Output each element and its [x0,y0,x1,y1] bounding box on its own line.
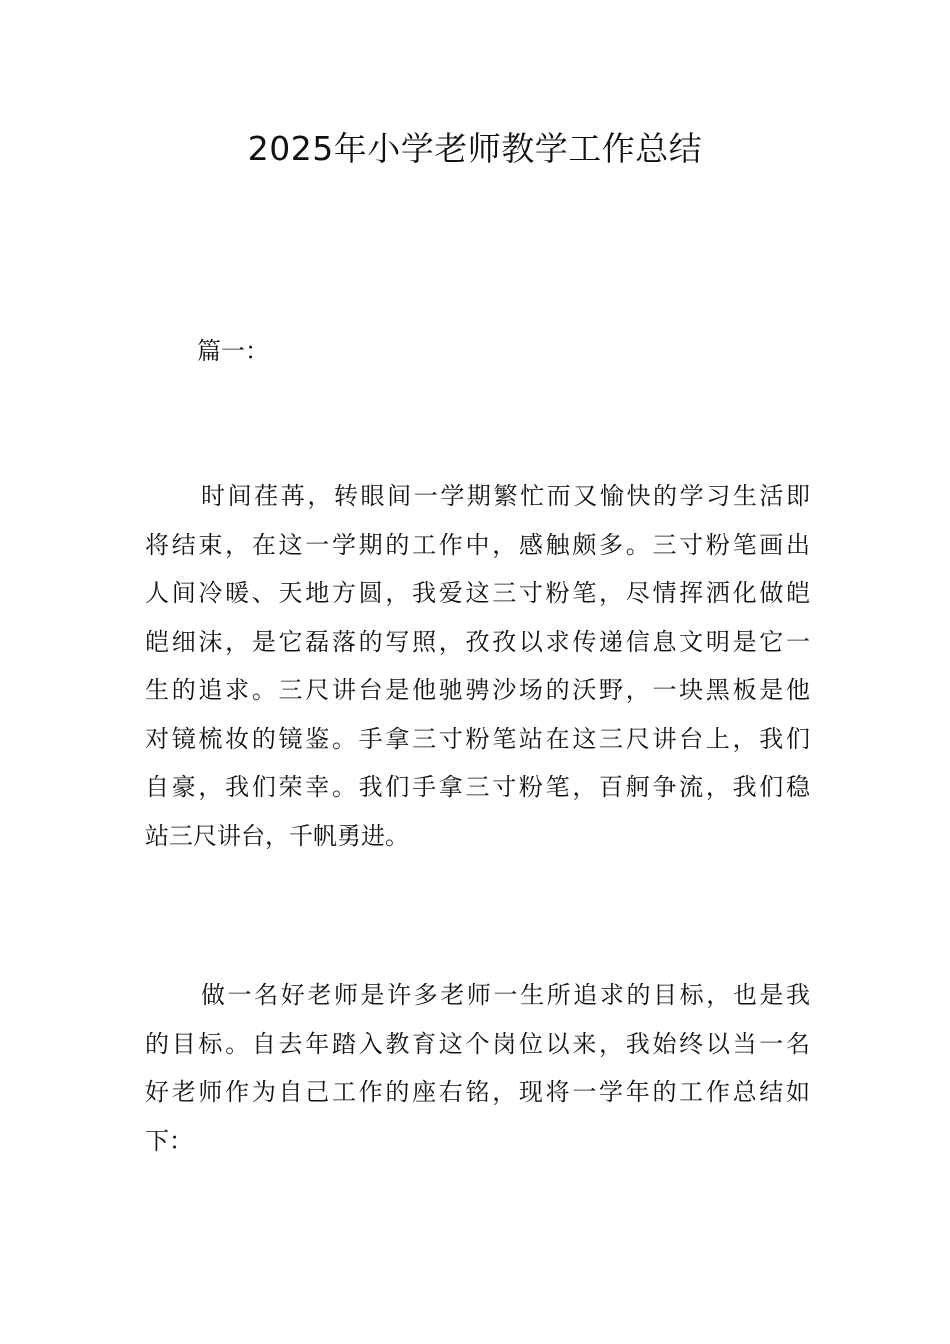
paragraph-line: 的目标。自去年踏入教育这个岗位以来，我始终以当一名 [145,1029,810,1058]
paragraph-1 [145,472,810,860]
paragraph-line: 好老师作为自己工作的座右铭，现将一学年的工作总结如 [145,1078,810,1106]
paragraph-line: 时间荏苒，转眼间一学期繁忙而又愉快的学习生活即 [201,482,810,510]
paragraph-line: 皑细沫，是它磊落的写照，孜孜以求传递信息文明是它一 [145,627,810,656]
paragraph-line: 站三尺讲台，千帆勇进。 [145,821,409,850]
paragraph-2 [145,971,810,1165]
paragraph-line: 自豪，我们荣幸。我们手拿三寸粉笔，百舸争流，我们稳 [145,773,810,801]
paragraph-line: 做一名好老师是许多老师一生所追求的目标，也是我 [201,981,810,1009]
paragraph-line: 对镜梳妆的镜鉴。手拿三寸粉笔站在这三尺讲台上，我们 [145,724,810,753]
paragraph-line: 人间冷暖、天地方圆，我爱这三寸粉笔，尽情挥洒化做皑 [145,579,810,607]
section-label: 篇一： [197,337,269,365]
paragraph-line: 生的追求。三尺讲台是他驰骋沙场的沃野，一块黑板是他 [145,676,810,704]
paragraph-line: 将结束，在这一学期的工作中，感触颇多。三寸粉笔画出 [145,530,810,559]
paragraph-line: 下： [145,1126,193,1155]
document-title: 2025年小学老师教学工作总结 [247,129,703,168]
